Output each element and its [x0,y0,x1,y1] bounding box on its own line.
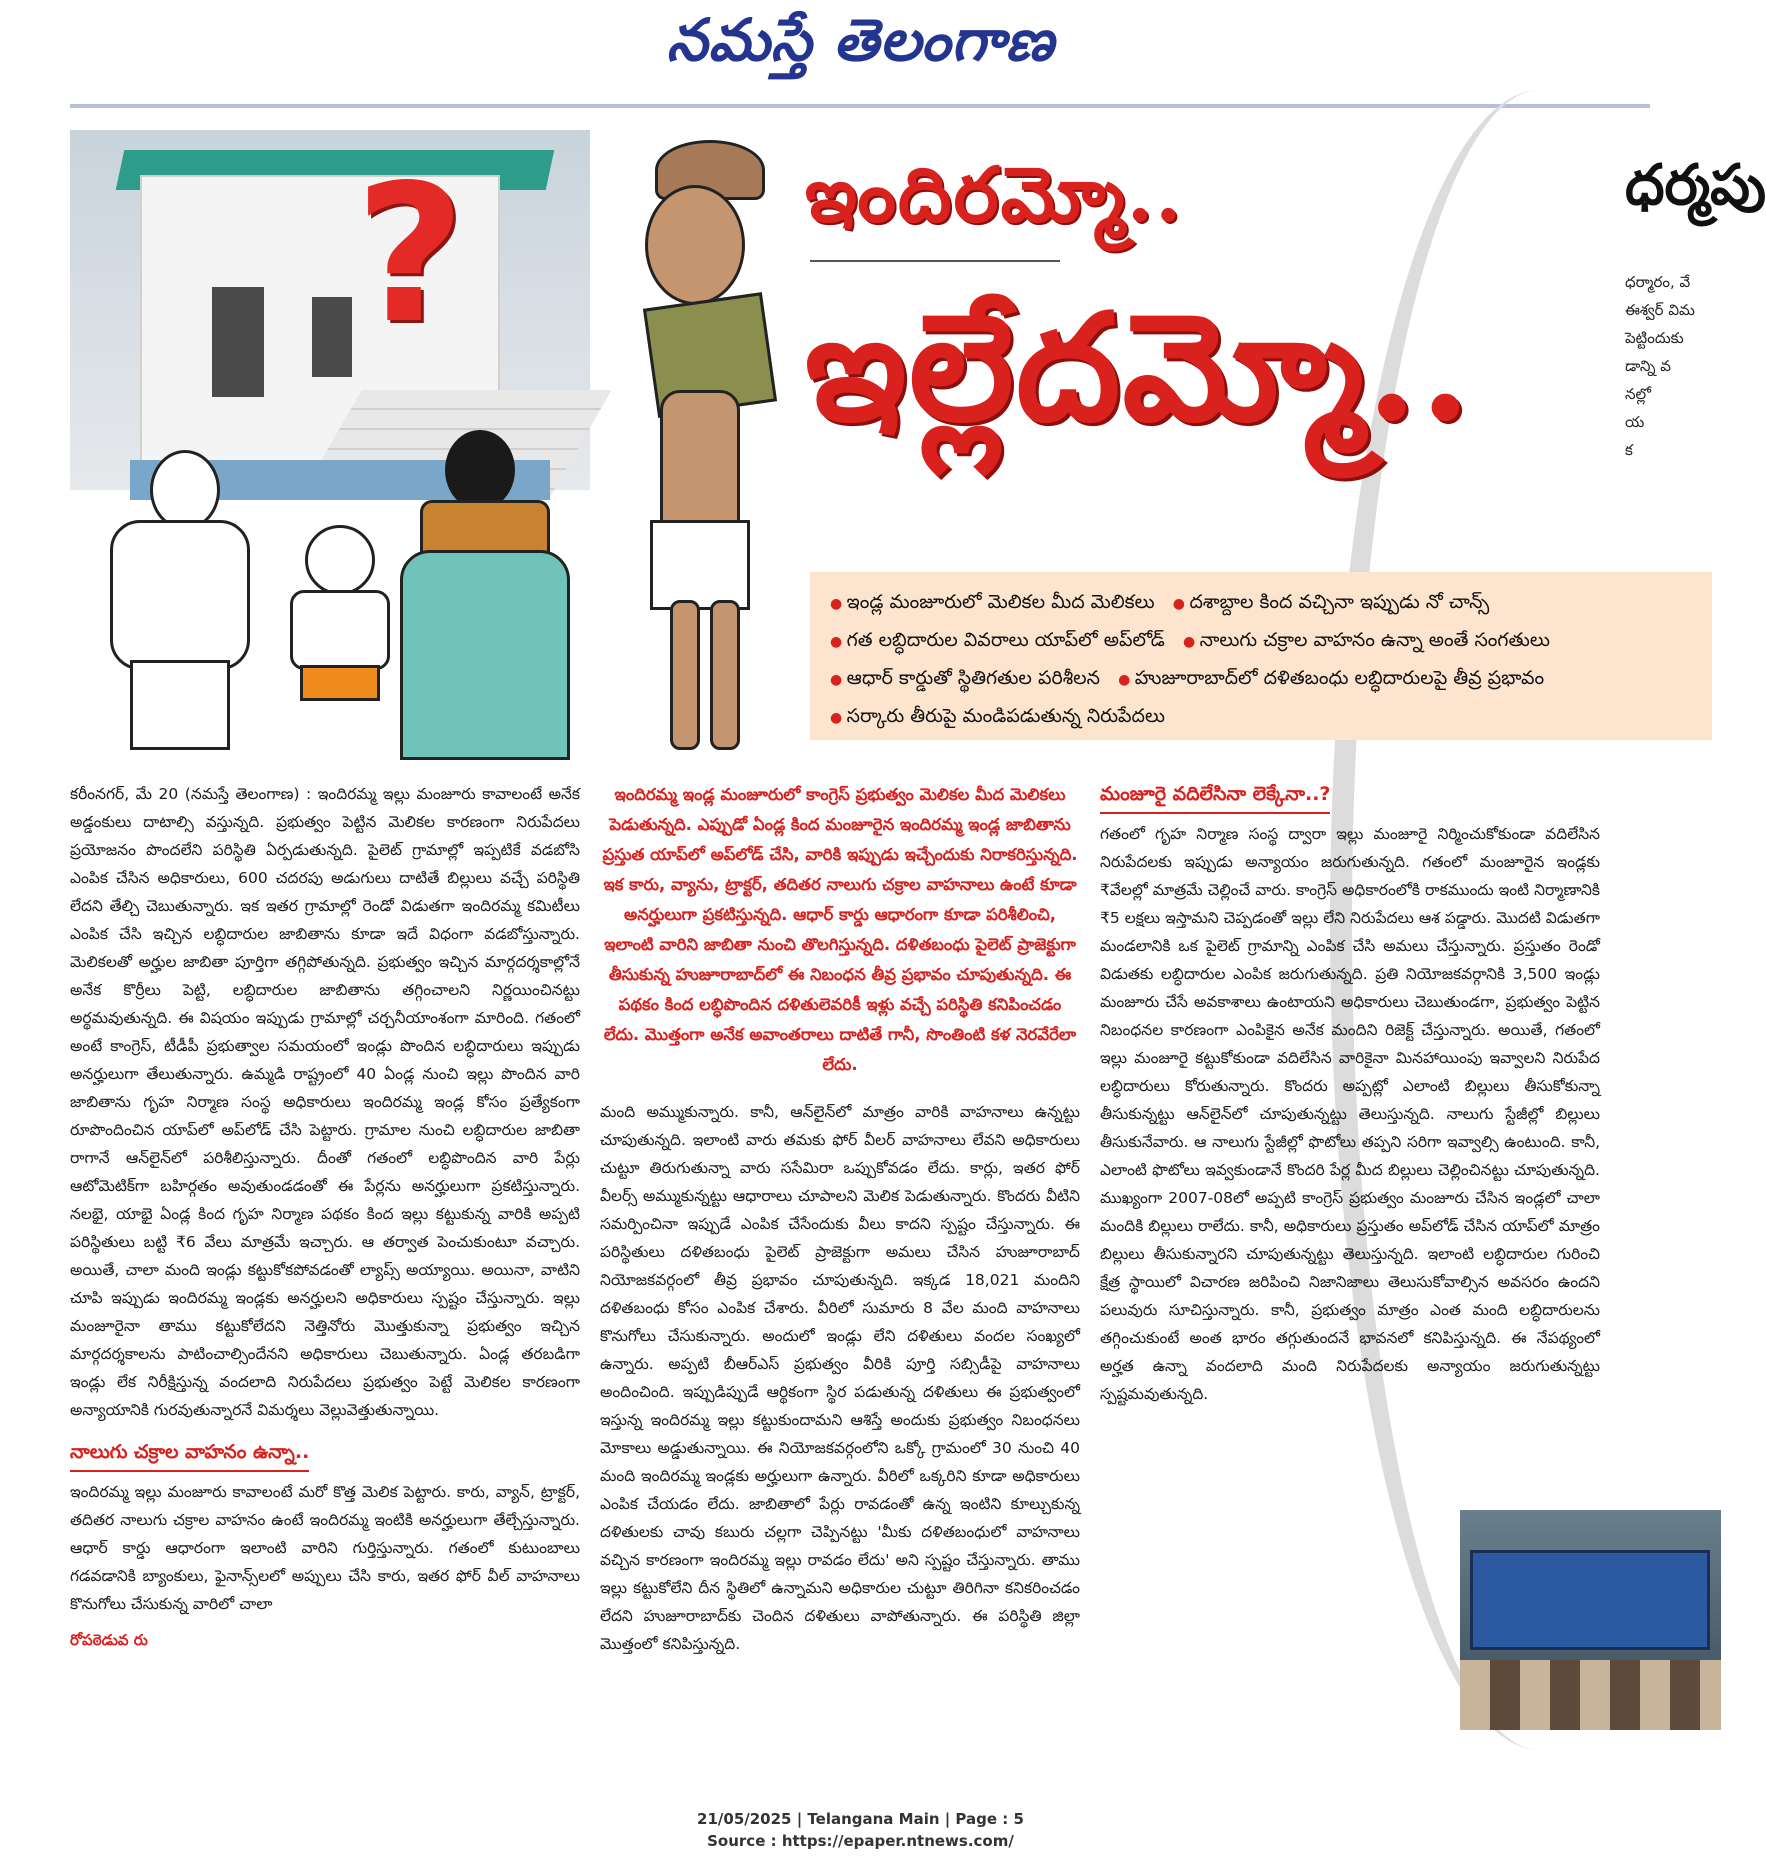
highlight-item: ● గత లబ్ధిదారుల వివరాలు యాప్‌లో అప్‌లోడ్ [830,629,1165,651]
teaser-title: ధర్మపు [1625,152,1766,218]
father-body [110,520,250,670]
child-shorts [300,665,380,701]
teaser-line: నల్లో [1625,385,1651,403]
child-shirt [290,590,390,670]
old-man-torso [660,390,740,540]
highlight-item: ● దశాబ్దాల కింద వచ్చినా ఇప్పుడు నో చాన్స్ [1173,591,1489,613]
highlight-item: ● ఆధార్ కార్డుతో స్థితిగతుల పరిశీలన [830,667,1100,689]
subheading [70,1438,580,1472]
teaser-line: క [1625,441,1633,459]
old-man-leg [670,600,700,750]
source-url: Source : https://epaper.ntnews.com/ [707,1832,1014,1850]
teaser-line: ధర్మారం, వే [1625,273,1691,291]
headline-main: ఇల్లేదమ్మో.. [805,280,1474,454]
continued-text: రోపఠెడువ రు [70,1631,148,1649]
people-in-photo [1460,1660,1721,1730]
masthead-divider [70,104,1650,108]
teaser-line: య [1625,413,1645,431]
article-column-3 [1100,780,1600,1408]
father-head [150,450,220,530]
newspaper-title: నమస్తే తెలంగాణ [666,6,1055,74]
dateline: కరీంనగర్, మే 20 (నమస్తే తెలంగాణ) : [70,785,312,803]
teaser-line: ఈశ్వర్ విమ [1625,301,1695,319]
mother-hair [445,430,515,510]
house-door [212,287,264,397]
kicker-divider [810,260,1060,262]
highlight-item: ● సర్కారు తీరుపై మండిపడుతున్న నిరుపేదలు [830,705,1165,727]
question-mark-icon: ? [355,144,466,365]
page-footer [0,1808,1721,1852]
article-paragraph: ఇందిరమ్మ ఇల్లు మంజూరు కావాలంటే మరో కొత్త మెలిక పెట్టారు. కారు, వ్యాన్, ట్రాక్టర్, తదితర నాలుగు చక్రాల వాహనం ఉంటే ఇందిరమ్మ ఇంటికి అనర్హులుగా తేల్చేస్తున్నారు. ఆధార్ కార్డు ఆధారంగా ఇలాంటి వారిని గుర్తిస్తున్నారు. గతంలో కుటుంబాలు గడవడానికి బ్యాంకులు, ఫైనాన్స్‌లలో అప్పులు చేసి కారు, ఇతర ఫోర్ వీల్ వాహనాలు కొనుగోలు చేసుకున్న వారిలో చాలా [70,1483,580,1613]
highlight-item: ● ఇండ్ల మంజూరులో మెలికల మీద మెలికలు [830,591,1155,613]
article-column-2 [600,780,1080,1658]
subheading [1100,780,1600,814]
adjacent-article-teaser [1625,152,1766,1672]
highlights-line-3 [830,660,1692,698]
highlights-line-4 [830,698,1692,736]
cartoon-illustration [70,130,800,755]
old-man-dhoti [650,520,750,610]
subheading-text: నాలుగు చక్రాల వాహనం ఉన్నా.. [70,1438,309,1472]
father-dhoti [130,660,230,750]
paragraph-text: ఇందిరమ్మ ఇల్లు మంజూరు కావాలంటే అనేక అడ్డంకులు దాటాల్సి వస్తున్నది. ప్రభుత్వం పెట్టిన మెలికల కారణంగా నిరుపేదలు ప్రయోజనం పొందలేని పరిస్థితి ఏర్పడుతున్నది. పైలెట్ గ్రామాల్లో ఇప్పటికే వడబోసి ఎంపిక చేసిన అధికారులు, 600 చదరపు అడుగులు దాటితే బిల్లులు వచ్చే పరిస్థితి లేదని తేల్చి చెబుతున్నారు. ఇక ఇతర గ్రామాల్లో రెండో విడుతగా ఇందిరమ్మ కమిటీలు ఎంపిక చేసి ఇచ్చిన లబ్ధిదారుల జాబితాను కూడా ఇదే విధంగా వడబోస్తున్నారు. మెలికలతో అర్హుల జాబితా పూర్తిగా తగ్గిపోతున్నది. ప్రభుత్వం ఇచ్చిన మార్గదర్శకాల్లోనే అనేక కొర్రీలు పెట్టి, లబ్ధిదారుల జాబితాను తగ్గించాలని నిర్ణయించినట్టు అర్థమవుతున్నది. ఈ విషయం ఇప్పుడు గ్రామాల్లో చర్చనీయాంశంగా మారింది. గతంలో అంటే కాంగ్రెస్, టీడీపీ ప్రభుత్వాల సమయంలో ఇండ్లు పొందిన లబ్ధిదారులు ఇప్పుడు అనర్హులుగా తేలుతున్నారు. ఉమ్మడి రాష్ట్రంలో 40 ఏండ్ల నుంచి ఇల్లు పొందిన వారి జాబితాను గృహ నిర్మాణ సంస్థ అధికారులు ఇందిరమ్మ ఇండ్ల కోసం ప్రత్యేకంగా రూపొందించిన యాప్‌లో అప్‌లోడ్ చేసి పెట్టారు. గ్రామాల నుంచి లబ్ధిదారుల జాబితా రాగానే ఆన్‌లైన్‌లో పరిశీలిస్తున్నారు. దీంతో గతంలో లబ్ధిపొందిన వారి పేర్లు ఆటోమెటిక్‌గా బహిర్గతం అవుతుండడంతో ఈ పేర్లను అనర్హులుగా ప్రకటిస్తున్నారు. నలభై, యాభై ఏండ్ల కింద గృహ నిర్మాణ పథకం కింద ఇల్లు కట్టుకున్న వారికి అప్పటి పరిస్థితులు బట్టి ₹6 వేలు మాత్రమే ఇచ్చారు. ఆ తర్వాత పెంచుకుంటూ వచ్చారు. అయితే, చాలా మంది ఇండ్లు కట్టుకోకపోవడంతో ల్యాప్స్ అయ్యాయి. అయినా, వాటిని చూపి ఇప్పుడు ఇందిరమ్మ ఇండ్లకు అనర్హులని అధికారులు స్పష్టం చేస్తున్నారు. ఇల్లు మంజూరైనా తాము కట్టుకోలేదని నెత్తినోరు మొత్తుకున్నా ప్రభుత్వం ఇచ్చిన మార్గదర్శకాలను పాటించాల్సిందేనని అధికారులు చెబుతున్నారు. ఏండ్ల తరబడిగా ఇండ్లు లేక నిరీక్షిస్తున్న వందలాది నిరుపేదలు ప్రభుత్వం పెట్టే మెలికల కారణంగా అన్యాయానికి గురవుతున్నారనే విమర్శలు వెల్లువెత్తుతున్నాయి. [70,785,580,1419]
news-photo [1460,1510,1721,1730]
truck-in-photo [1470,1550,1710,1650]
highlight-item: ● నాలుగు చక్రాల వాహనం ఉన్నా అంతే సంగతులు [1183,629,1550,651]
old-man-leg-2 [710,600,740,750]
publication-info: 21/05/2025 | Telangana Main | Page : 5 [697,1810,1024,1828]
article-paragraph [70,780,580,1424]
old-man-head [645,185,745,305]
masthead [0,0,1721,92]
pull-quote: ఇందిరమ్మ ఇండ్ల మంజూరులో కాంగ్రెస్ ప్రభుత్వం మెలికల మీద మెలికలు పెడుతున్నది. ఎప్పుడో ఏండ్ల కింద మంజూరైన ఇందిరమ్మ ఇండ్ల జాబితాను ప్రస్తుత యాప్‌లో అప్‌లోడ్ చేసి, వారికి ఇప్పుడు ఇచ్చేందుకు నిరాకరిస్తున్నది. ఇక కారు, వ్యాను, ట్రాక్టర్, తదితర నాలుగు చక్రాల వాహనాలు ఉంటే కూడా అనర్హులుగా ప్రకటిస్తున్నది. ఆధార్ కార్డు ఆధారంగా కూడా పరిశీలించి, ఇలాంటి వారిని జాబితా నుంచి తొలగిస్తున్నది. దళితబంధు పైలెట్ ప్రాజెక్టుగా తీసుకున్న హుజూరాబాద్‌లో ఈ నిబంధన తీవ్ర ప్రభావం చూపుతున్నది. ఈ పథకం కింద లబ్ధిపొందిన దళితులెవరికీ ఇళ్లు వచ్చే పరిస్థితి కనిపించడం లేదు. మొత్తంగా అనేక అవాంతరాలు దాటితే గానీ, సొంతింటి కళ నెరవేరేలా లేదు. [602,785,1078,1074]
teaser-line: డాన్ని వ [1625,357,1671,375]
headline-kicker: ఇందిరమ్మో.. [805,150,1184,239]
article-column-1 [70,780,580,1654]
child-head [305,525,375,595]
highlights-line-2 [830,622,1692,660]
article-page [70,130,1766,1790]
highlights-line-1 [830,584,1692,622]
highlights-box [810,572,1712,740]
highlight-item: ● హుజూరాబాద్‌లో దళితబంధు లబ్ధిదారులపై తీవ్ర ప్రభావం [1118,667,1544,689]
teaser-text [1625,268,1721,464]
article-paragraph: గతంలో గృహ నిర్మాణ సంస్థ ద్వారా ఇల్లు మంజూరై నిర్మించుకోకుండా వదిలేసిన నిరుపేదలకు ఇప్పుడు అన్యాయం జరుగుతున్నది. గతంలో మంజూరైన ఇండ్లకు ₹వేలల్లో మాత్రమే చెల్లించే వారు. కాంగ్రెస్ అధికారంలోకి రాకముందు ఇంటి నిర్మాణానికి ₹5 లక్షలు ఇస్తామని చెప్పడంతో ఇల్లు లేని నిరుపేదలు ఆశ పడ్డారు. మొదటి విడుతగా మండలానికి ఒక పైలెట్ గ్రామాన్ని ఎంపిక చేసి అమలు చేస్తున్నారు. ప్రస్తుతం రెండో విడుతకు లబ్ధిదారుల ఎంపిక జరుగుతున్నది. ప్రతి నియోజకవర్గానికి 3,500 ఇండ్లు మంజూరు చేసే అవకాశాలు ఉంటాయని అధికారులు చెబుతుండగా, ప్రభుత్వం పెట్టిన నిబంధనల కారణంగా ఎంపికైన అనేక మందిని రిజెక్ట్ చేస్తున్నారు. అయితే, గతంలో ఇల్లు మంజూరై కట్టుకోకుండా వదిలేసిన వారికైనా మినహాయింపు ఇవ్వాలని నిరుపేద లబ్ధిదారులు కోరుతున్నారు. కొందరు అప్పట్లో ఎలాంటి బిల్లులు తీసుకోకున్నా తీసుకున్నట్టు ఆన్‌లైన్‌లో చూపుతున్నట్టు తెలుస్తున్నది. నాలుగు స్టేజీల్లో బిల్లులు తీసుకునేవారు. ఆ నాలుగు స్టేజీల్లో ఫొటోలు తప్పని సరిగా ఇవ్వాల్సి ఉంటుంది. కానీ, ఎలాంటి ఫొటోలు ఇవ్వకుండానే కొందరి పేర్ల మీద బిల్లులు చెల్లించినట్టు చూపుతున్నది. ముఖ్యంగా 2007-08లో అప్పటి కాంగ్రెస్ ప్రభుత్వం మంజూరు చేసిన ఇండ్లలో చాలా మందికి బిల్లులు రాలేదు. కానీ, అధికారులు ప్రస్తుతం అప్‌లోడ్ చేసిన యాప్‌లో మాత్రం బిల్లులు తీసుకున్నారని చూపుతున్నట్టు తెలుస్తున్నది. ఇలాంటి లబ్ధిదారుల గురించి క్షేత్ర స్థాయిలో విచారణ జరిపించి నిజానిజాలు తెలుసుకోవాల్సిన అవసరం ఉందని పలువురు సూచిస్తున్నారు. కానీ, ప్రభుత్వం మాత్రం ఎంత మంది లబ్ధిదారులను తగ్గించుకుంటే అంత భారం తగ్గుతుందనే భావనలో కనిపిస్తున్నది. ఈ నేపథ్యంలో అర్హత ఉన్నా వందలాది మంది నిరుపేదలకు అన్యాయం జరుగుతున్నట్టు స్పష్టమవుతున్నది. [1100,825,1600,1403]
article-paragraph: మంది అమ్ముకున్నారు. కానీ, ఆన్‌లైన్‌లో మాత్రం వారికి వాహనాలు ఉన్నట్టు చూపుతున్నది. ఇలాంటి వారు తమకు ఫోర్ వీలర్ వాహనాలు లేవని అధికారులు చుట్టూ తిరుగుతున్నా వారు ససేమిరా ఒప్పుకోవడం లేదు. కార్లు, ఇతర ఫోర్ వీలర్స్ అమ్ముకున్నట్టు ఆధారాలు చూపాలని మెలిక పెడుతున్నారు. కొందరు వీటిని సమర్పించినా ఇప్పుడే ఎంపిక చేసేందుకు వీలు కాదని స్పష్టం చేస్తున్నారు. ఈ పరిస్థితులు దళితబంధు పైలెట్ ప్రాజెక్టుగా అమలు చేసిన హుజూరాబాద్ నియోజకవర్గంలో తీవ్ర ప్రభావం చూపుతున్నది. ఇక్కడ 18,021 మందిని దళితబంధు కోసం ఎంపిక చేశారు. వీరిలో సుమారు 8 వేల మంది వాహనాలు కొనుగోలు చేసుకున్నారు. అందులో ఇండ్లు లేని దళితులు వందల సంఖ్యలో ఉన్నారు. అప్పటి బీఆర్ఎస్ ప్రభుత్వం వీరికి పూర్తి సబ్సిడీపై వాహనాలు అందించింది. ఇప్పుడిప్పుడే ఆర్థికంగా స్థిర పడుతున్న దళితులు ఈ ప్రభుత్వంలో ఇస్తున్న ఇందిరమ్మ ఇల్లు కట్టుకుందామని ఆశిస్తే అందుకు ప్రభుత్వం నిబంధనలు మోకాలు అడ్డుతున్నాయి. ఈ నియోజకవర్గంలోని ఒక్కో గ్రామంలో 30 నుంచి 40 మంది ఇందిరమ్మ ఇండ్లకు అర్హులుగా ఉన్నారు. వీరిలో ఒక్కరిని కూడా అధికారులు ఎంపిక చేయడం లేదు. జాబితాలో పేర్లు రావడంతో ఉన్న ఇంటిని కూల్చుకున్న దళితులకు చావు కబురు చల్లగా చెప్పినట్టు 'మీకు దళితబంధులో వాహనాలు వచ్చిన కారణంగా ఇందిరమ్మ ఇల్లు రావడం లేదు' అని స్పష్టం చేస్తున్నారు. తాము ఇల్లు కట్టుకోలేని దీన స్థితిలో ఉన్నామని అధికారుల చుట్టూ తిరిగినా కనికరించడం లేదని హుజూరాబాద్‌కు చెందిన దళితులు వాపోతున్నారు. ఈ పరిస్థితి జిల్లా మొత్తంలో కనిపిస్తున్నది. [600,1103,1080,1653]
teaser-line: పెట్టిందుకు [1625,329,1684,347]
mother-saree [400,550,570,760]
house-window [312,297,352,377]
subheading-text: మంజూరై వదిలేసినా లెక్కేనా..? [1100,780,1330,814]
